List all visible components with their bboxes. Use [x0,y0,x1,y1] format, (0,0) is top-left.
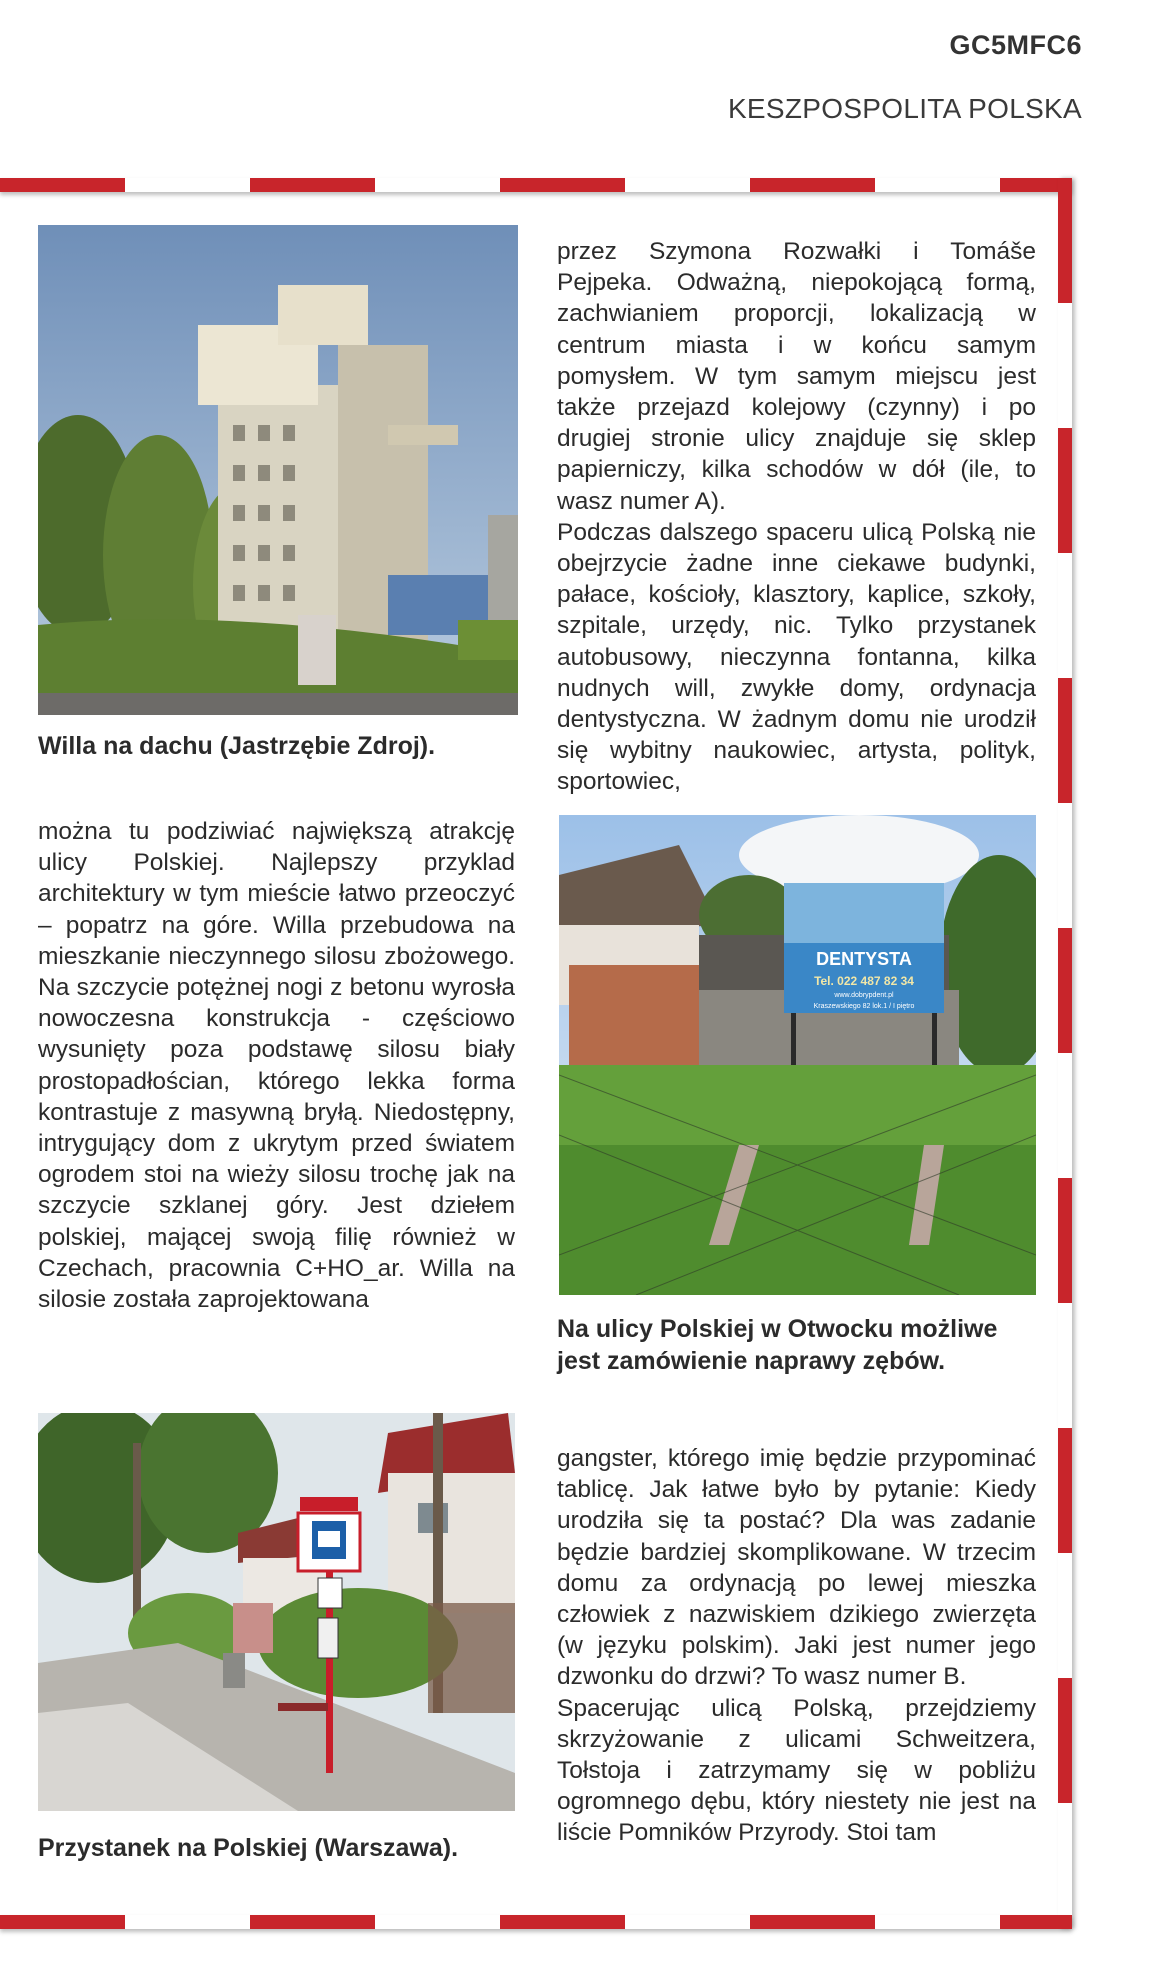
paragraph: można tu podziwiać największą atrakcję ulicy Polskiej. Najlepszy przyklad architektury w tym mieście łatwo przeoczyć – popatrz na góre. Willa przebudowa na mieszkanie nieczynnego silosu zbożowego. Na szczycie potężnej nogi z betonu wyrosła nowoczesna konstrukcja - częściowo wysunięty poza podstawę silosu biały prostopadłościan, którego lekka forma kontrastuje z masywną bryłą. Niedostępny, intrygujący dom z ukrytym przed światem ogrodem stoi na wieży silosu trochę jak na szczycie szklanej góry. Jest dziełem polskiej, mającej swoją filię również w Czechach, pracownia C+HO_ar. Willa na silosie została zaprojektowana [38,818,515,1314]
caption-dentist: Na ulicy Polskiej w Otwocku możliwe jest zamówienie naprawy zębów. [557,1315,998,1375]
villa-photo [38,225,518,715]
bus-stop-photo [38,1413,515,1811]
sign-web: www.dobrypdent.pl [834,992,894,999]
frame-bottom-stripe [0,1915,1072,1929]
dentist-photo [559,815,1036,1295]
sign-address: Kraszewskiego 82 lok.1 / I piętro [813,1003,915,1010]
text-right-top [557,236,1036,798]
sign-title: DENTYSTA [816,949,912,969]
paragraph: Spacerując ulicą Polską, przejdziemy skrzyżowanie z ulicami Schweitzera, Tołstoja i zatrzymamy się w pobliżu ogromnego dębu, który niestety nie jest na liście Pomników Przyrody. Stoi tam [557,1694,1036,1847]
series-title: KESZPOSPOLITA POLSKA [727,93,1082,124]
geocache-code: GC5MFC6 [949,30,1082,60]
text-right-bottom [557,1443,1036,1849]
paragraph: przez Szymona Rozwałki i Tomáše Pejpeka. Odważną, niepokojącą formą, zachwianiem proporcji, lokalizacją w centrum miasta i w końcu samym pomysłem. W tym samym miejscu jest także przejazd kolejowy (czynny) i po drugiej stronie ulicy znajduje się sklep papierniczy, kilka schodów w dół (ile, to wasz numer A). [557,238,1036,515]
frame-top-stripe [0,178,1072,192]
paragraph: Podczas dalszego spaceru ulicą Polską nie obejrzycie żadne inne ciekawe budynki, pałace, kościoły, klasztory, kaplice, szkoły, szpitale, urzędy, nic. Tylko przystanek autobusowy, nieczynna fontanna, kilka nudnych will, zwykłe domy, ordynacja dentystyczna. W żadnym domu nie urodził się wybitny naukowiec, artysta, polityk, sportowiec, [557,518,1036,796]
sign-phone: Tel. 022 487 82 34 [814,974,914,988]
frame-right-stripe [1058,178,1072,1929]
text-left-mid [38,816,515,1315]
caption-bus-stop: Przystanek na Polskiej (Warszawa). [38,1834,459,1862]
paragraph: gangster, którego imię będzie przypominać tablicę. Jak łatwe było by pytanie: Kiedy urodziła się ta postać? Dla was zadanie będzie bardziej skomplikowane. W trzecim domu za ordynacją po lewej mieszka człowiek z nazwiskiem dzikiego zwierzęta (w języku polskim). Jaki jest numer jego dzwonku do drzwi? To wasz numer B. [557,1445,1036,1691]
caption-villa: Willa na dachu (Jastrzębie Zdroj). [38,732,436,760]
